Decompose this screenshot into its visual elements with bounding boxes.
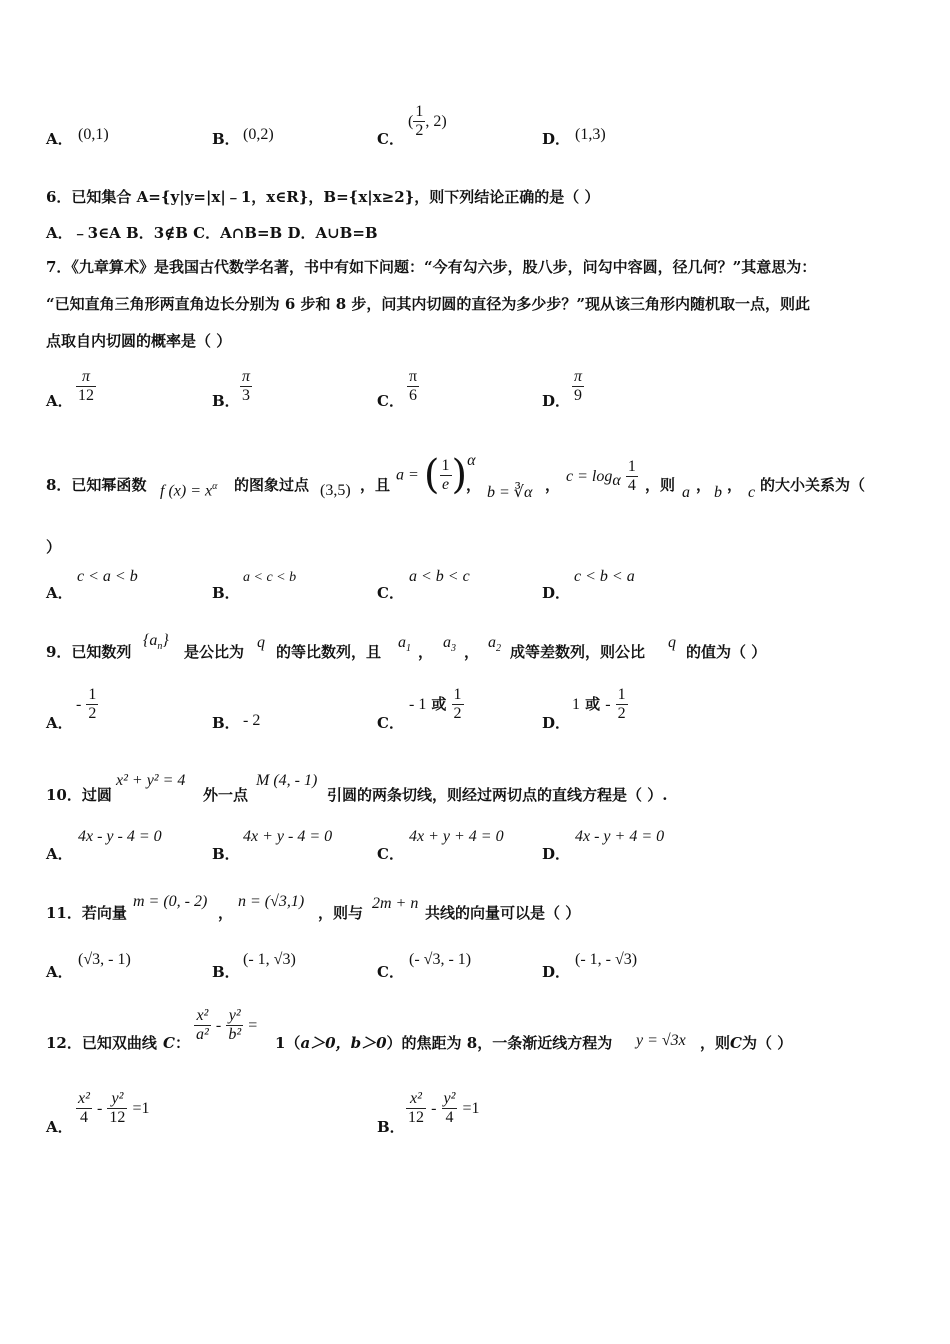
q8-stem-4: ，则 — [645, 476, 676, 494]
q12-stem-2: 1（a＞0，b＞0）的焦距为 8，一条渐近线方程为 — [275, 1034, 613, 1052]
q8-power-function: f $(x) = x^\alpha$ — [160, 481, 218, 500]
q5-option-c-label: C． — [377, 130, 404, 148]
q5-option-d-value: (1,3) — [575, 126, 606, 143]
q5-option-a-value: (0,1) — [78, 126, 109, 143]
q11-option-d-value: (- 1, - √3) — [575, 951, 638, 968]
q11-stem-2: ，则与 — [318, 904, 364, 922]
q9-option-a-value: - $\frac{1}{2}$ — [76, 686, 97, 722]
q12-asymptote: y = √3x — [636, 1032, 686, 1049]
q11-comma: ， — [218, 904, 234, 922]
q5-option-d-label: D． — [542, 130, 571, 148]
q7-option-a-fraction: $\frac{\pi}{12}$ — [78, 368, 94, 404]
q7-option-d-label: D． — [542, 392, 571, 410]
q9-option-d-value: 1 或 - $\frac{1}{2}$ — [572, 686, 626, 722]
q11-option-b-label: B． — [212, 963, 240, 981]
q10-option-c-label: C． — [377, 845, 404, 863]
q11-vector-m: m = (0, - 2) — [133, 893, 208, 910]
q9-stem-4: 成等差数列，则公比 — [510, 643, 646, 661]
q9-stem-start: 9．已知数列 — [46, 643, 132, 661]
q6-options: A．﹣3∈A B．3∉B C．A∩B=B D．A∪B=B — [46, 224, 378, 242]
q6-stem: 6．已知集合 A={y|y=|x|﹣1，x∈R}，B={x|x≥2}，则下列结论正确的是（ ） — [46, 188, 600, 206]
q10-point-m: M (4, - 1) — [256, 772, 318, 789]
q9-a2: $a_2$ — [488, 634, 501, 655]
q12-hyperbola-equation: $\frac{\text{x²}}{\text{a²}}$ - $\frac{\text{y²}}{\text{b²}}$ = — [196, 1007, 258, 1043]
q10-option-b-value: 4x + y - 4 = 0 — [243, 828, 333, 845]
q8-comma-1: ， — [466, 476, 482, 494]
q8-option-b-value: a < c < b — [243, 570, 297, 585]
q8-comma-2: ， — [545, 476, 561, 494]
q7-option-d-fraction: $\frac{\pi}{9}$ — [574, 368, 583, 404]
q7-option-c-fraction: $\frac{\pi}{6}$ — [409, 368, 418, 404]
q8-a-expression: a = ( $\frac{1}{e}$ )$^\alpha$ — [396, 452, 476, 498]
q8-c-expression: $c = \log_\alpha$ $\frac{1}{4}$ — [566, 458, 636, 494]
q7-stem-line1: 7．《九章算术》是我国古代数学名著，书中有如下问题：“今有勾六步，股八步，问勾中容圆，径几何？”其意思为： — [46, 258, 817, 276]
q10-stem-end: 引圆的两条切线，则经过两切点的直线方程是（ ）. — [327, 786, 668, 804]
q8-stem-end: 的大小关系为（ — [760, 476, 866, 494]
q11-stem-start: 11．若向量 — [46, 904, 127, 922]
q8-var-b: b — [714, 484, 722, 501]
q9-stem-3: 的等比数列，且 — [276, 643, 382, 661]
q9-stem-end: 的值为（ ） — [686, 643, 767, 661]
q8-option-d-value: c < b < a — [574, 568, 635, 585]
q7-option-b-fraction: $\frac{\pi}{3}$ — [242, 368, 251, 404]
q10-option-d-label: D． — [542, 845, 571, 863]
q10-option-a-value: 4x - y - 4 = 0 — [78, 828, 162, 845]
q9-option-b-value: - 2 — [243, 712, 261, 729]
q8-comma-3: ， — [696, 476, 712, 494]
q9-comma-1: ， — [418, 643, 434, 661]
q8-comma-4: ， — [727, 476, 743, 494]
q9-comma-2: ， — [464, 643, 480, 661]
q8-option-c-value: a < b < c — [409, 568, 470, 585]
q9-option-c-value: - 1 或 $\frac{1}{2}$ — [409, 686, 462, 722]
q8-var-c: c — [748, 484, 756, 501]
q12-option-b-label: B． — [377, 1118, 405, 1136]
q10-option-c-value: 4x + y + 4 = 0 — [409, 828, 504, 845]
q5-option-c-value — [408, 103, 447, 140]
q11-option-d-label: D． — [542, 963, 571, 981]
q10-stem-start: 10．过圆 — [46, 786, 112, 804]
q8-stem-3: ，且 — [360, 476, 391, 494]
q12-stem-end: ，则C为（ ） — [700, 1034, 793, 1052]
q9-a3: $a_3$ — [443, 634, 456, 655]
q8-close-paren: ） — [46, 538, 62, 556]
q10-stem-2: 外一点 — [203, 786, 249, 804]
q9-sequence: $\{a_n\}$ — [143, 632, 169, 653]
q12-stem-start: 12．已知双曲线 — [46, 1034, 157, 1052]
q9-stem-2: 是公比为 — [184, 643, 245, 661]
q7-stem-line2: “已知直角三角形两直角边长分别为 6 步和 8 步，问其内切圆的直径为多少步？”现从该三角形内随机取一点，则此 — [46, 295, 811, 313]
q9-option-a-label: A． — [46, 714, 73, 732]
q8-stem-2: 的图象过点 — [234, 476, 310, 494]
q12-option-b-value: $\frac{\text{x²}}{12}$ - $\frac{\text{y²}}{4}$ =1 — [408, 1090, 480, 1126]
q9-option-c-label: C． — [377, 714, 404, 732]
q11-option-a-value: (√3, - 1) — [78, 951, 131, 968]
q11-option-a-label: A． — [46, 963, 73, 981]
q5-option-b-value: (0,2) — [243, 126, 274, 143]
q11-vector-n: n = (√3,1) — [238, 893, 305, 910]
q12-option-a-value: $\frac{\text{x²}}{4}$ - $\frac{\text{y²}}{12}$ =1 — [78, 1090, 150, 1126]
q9-option-d-label: D． — [542, 714, 571, 732]
q8-stem-start: 8．已知幂函数 — [46, 476, 147, 494]
q8-option-a-value: c < a < b — [77, 568, 138, 585]
q12-option-a-label: A． — [46, 1118, 73, 1136]
q10-option-b-label: B． — [212, 845, 240, 863]
q7-option-c-label: C． — [377, 392, 404, 410]
q11-stem-end: 共线的向量可以是（ ） — [425, 904, 581, 922]
q8-option-b-label: B． — [212, 584, 240, 602]
q5-c-fraction: $\frac{1}{2}$ — [415, 103, 424, 139]
q12-curve-name: C： — [163, 1034, 190, 1052]
q9-q-var-2: q — [668, 634, 676, 651]
q7-stem-line3: 点取自内切圆的概率是（ ） — [46, 332, 232, 350]
q8-var-a: a — [682, 484, 690, 501]
q8-b-expression: b = ∛α — [487, 484, 533, 501]
q11-option-c-value: (- √3, - 1) — [409, 951, 472, 968]
q5-c-paren: ( — [408, 113, 414, 130]
q11-option-c-label: C． — [377, 963, 404, 981]
q10-option-a-label: A． — [46, 845, 73, 863]
q8-point: (3,5) — [320, 482, 351, 499]
q11-expression: 2m + n — [372, 895, 419, 912]
q9-q-var: q — [257, 634, 265, 651]
q9-a1: $a_1$ — [398, 634, 411, 655]
q10-option-d-value: 4x - y + 4 = 0 — [575, 828, 665, 845]
q5-option-b-label: B． — [212, 130, 240, 148]
q9-option-b-label: B． — [212, 714, 240, 732]
q5-option-a-label: A． — [46, 130, 73, 148]
q10-circle-equation: x² + y² = 4 — [116, 772, 186, 789]
q8-option-c-label: C． — [377, 584, 404, 602]
q7-option-a-label: A． — [46, 392, 73, 410]
q8-option-a-label: A． — [46, 584, 73, 602]
q8-option-d-label: D． — [542, 584, 571, 602]
q5-c-rest: , 2) — [425, 113, 447, 130]
q7-option-b-label: B． — [212, 392, 240, 410]
q11-option-b-value: (- 1, √3) — [243, 951, 296, 968]
